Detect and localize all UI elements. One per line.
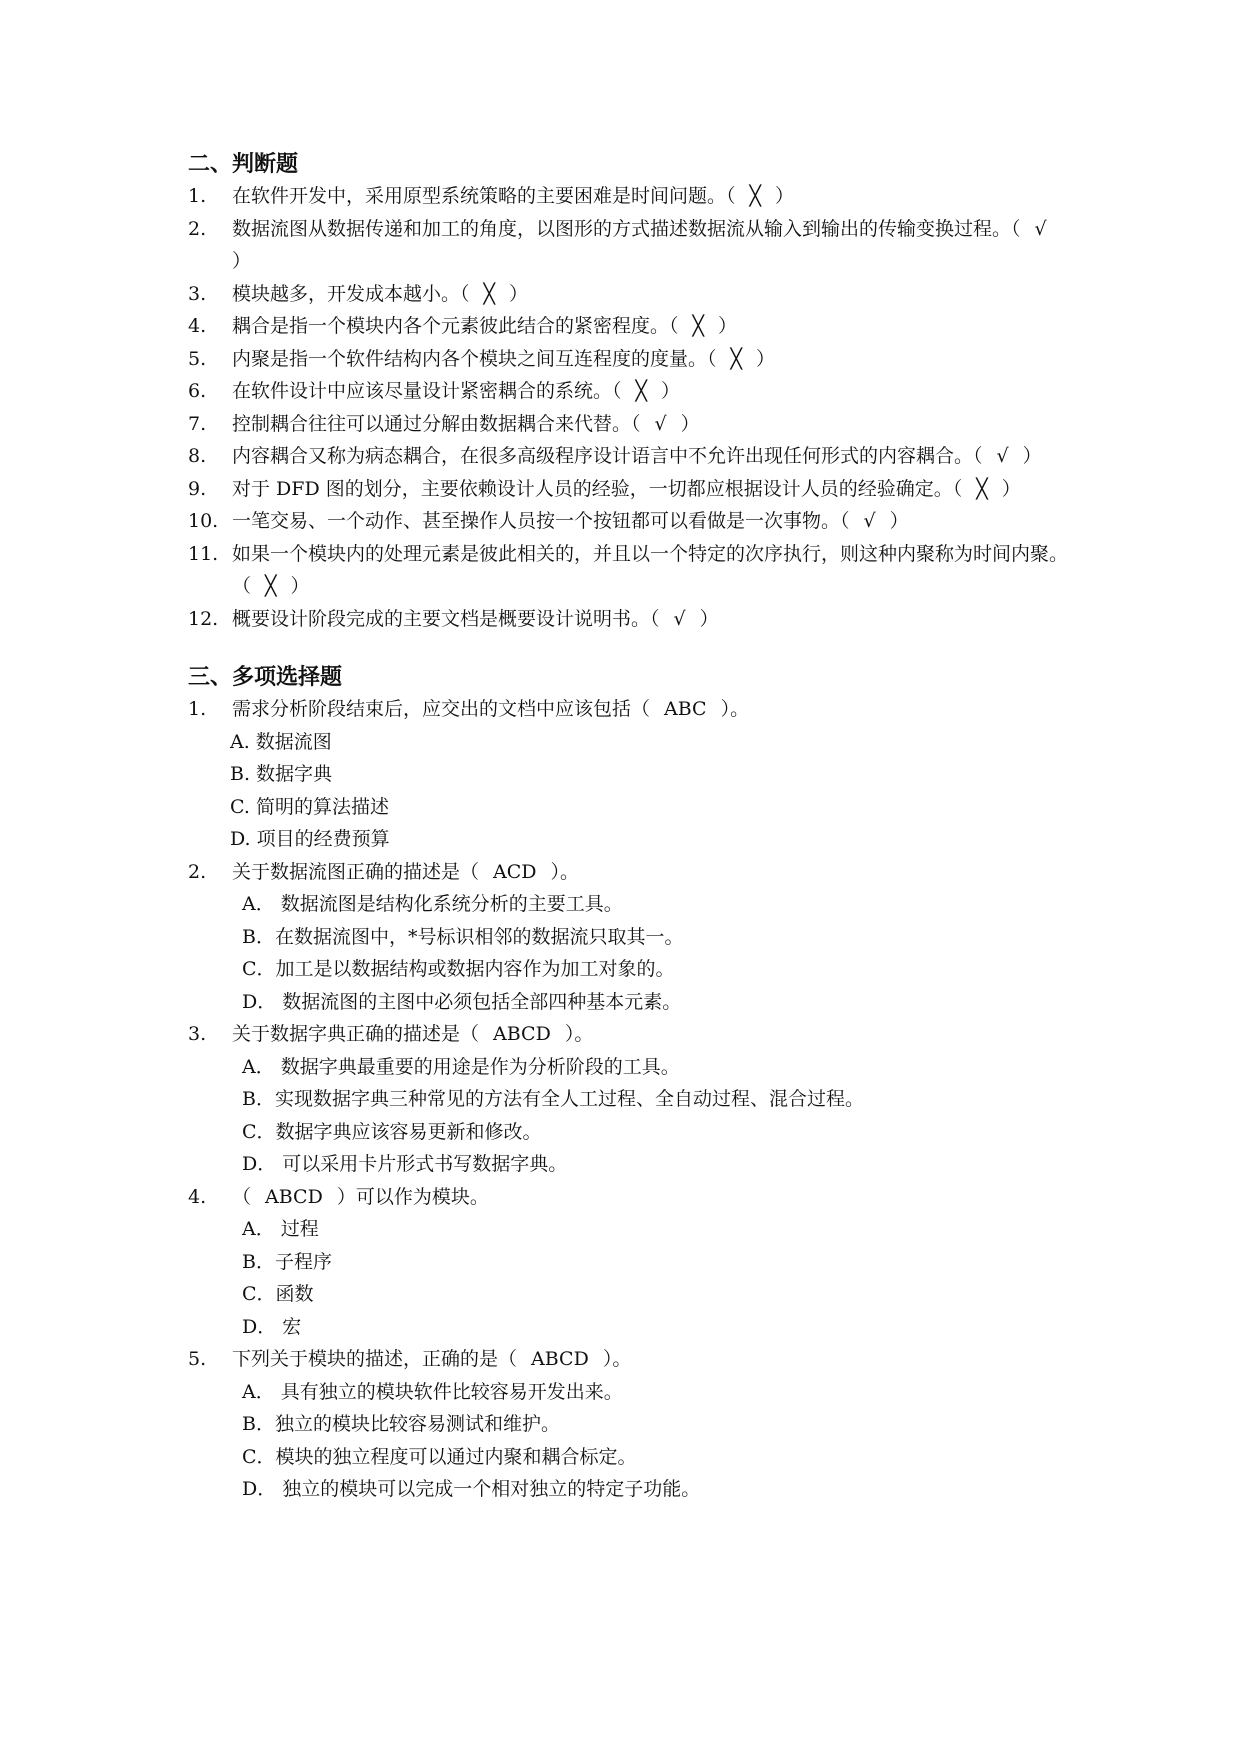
answer-mark: ╳: [635, 380, 647, 402]
question-number: 5.: [188, 1348, 207, 1370]
answer-mark: ╳: [749, 185, 761, 207]
choice-question: [188, 1343, 1068, 1376]
option-b: B．独立的模块比较容易测试和维护。: [242, 1413, 560, 1435]
item-text: 概要设计阶段完成的主要文档是概要设计说明书。: [232, 607, 651, 630]
judgment-item: 9. 对于 DFD 图的划分，主要依赖设计人员的经验，一切都应根据设计人员的经验确定。（ ╳ ）: [188, 473, 1068, 506]
question-stem: 关于数据字典正确的描述是（: [232, 1023, 480, 1045]
section-title-multiple-choice: 三、多项选择题: [188, 665, 343, 690]
judgment-item: 10. 一笔交易、一个动作、甚至操作人员按一个按钮都可以看做是一次事物。（ √ ）: [188, 505, 1068, 538]
judgment-item: 2. 数据流图从数据传递和加工的角度，以图形的方式描述数据流从输入到输出的传输变换过程。（ √）: [188, 213, 1068, 278]
item-text: 一笔交易、一个动作、甚至操作人员按一个按钮都可以看做是一次事物。: [232, 510, 841, 532]
answer-mark: √: [996, 445, 1009, 467]
option-d: D． 独立的模块可以完成一个相对独立的特定子功能。: [242, 1478, 701, 1500]
question-stem-end: ）。: [602, 1348, 632, 1370]
option-a: A. 数据流图: [230, 730, 332, 753]
option-c: C. 简明的算法描述: [230, 795, 389, 818]
option-d: D. 项目的经费预算: [230, 828, 390, 850]
choice-question: [188, 1181, 1068, 1214]
choice-question: [188, 1018, 1068, 1051]
item-number: 2.: [188, 217, 207, 240]
option-c: C．加工是以数据结构或数据内容作为加工对象的。: [242, 958, 675, 980]
option-b: B．子程序: [242, 1250, 332, 1273]
document-content: [188, 150, 1068, 1506]
item-number: 10.: [188, 510, 219, 532]
question-stem-end: ）。: [564, 1023, 594, 1045]
answer-mark: ╳: [976, 477, 988, 500]
answer-mark: ╳: [730, 347, 742, 370]
option-b: B．实现数据字典三种常见的方法有全人工过程、全自动过程、混合过程。: [242, 1088, 864, 1110]
item-text: 模块越多，开发成本越小。: [232, 282, 461, 305]
answer-mark: √: [654, 412, 667, 435]
item-number: 1.: [188, 185, 207, 207]
judgment-item: 3. 模块越多，开发成本越小。（ ╳ ）: [188, 278, 1068, 311]
answer-mark: ╳: [483, 282, 495, 305]
option-a: A． 数据流图是结构化系统分析的主要工具。: [242, 893, 623, 915]
option-list: [188, 1376, 1068, 1506]
option-a: A． 过程: [242, 1218, 319, 1240]
option-list: [188, 1051, 1068, 1181]
option-list: [188, 1213, 1068, 1343]
item-number: 7.: [188, 412, 207, 435]
item-number: 12.: [188, 607, 219, 630]
question-number: 2.: [188, 860, 207, 883]
item-number: 6.: [188, 380, 207, 402]
answer-text: ABC: [664, 698, 707, 720]
true-false-list: [188, 180, 1068, 635]
judgment-item: 4. 耦合是指一个模块内各个元素彼此结合的紧密程度。（ ╳ ）: [188, 310, 1068, 343]
option-b: B．在数据流图中，*号标识相邻的数据流只取其一。: [242, 925, 684, 948]
question-stem-end: ）可以作为模块。: [336, 1185, 489, 1208]
item-text: 耦合是指一个模块内各个元素彼此结合的紧密程度。: [232, 315, 670, 337]
answer-mark: √: [673, 607, 686, 630]
question-stem: 需求分析阶段结束后，应交出的文档中应该包括（: [232, 698, 651, 720]
item-text: 如果一个模块内的处理元素是彼此相关的，并且以一个特定的次序执行，则这种内聚称为时间内聚。: [232, 542, 1069, 565]
item-number: 8.: [188, 445, 207, 467]
question-stem-end: ）。: [550, 860, 580, 883]
question-stem-end: ）。: [720, 698, 750, 720]
answer-text: ABCD: [265, 1185, 323, 1208]
section-title-true-false: 二、判断题: [188, 152, 299, 177]
item-text: 控制耦合往往可以通过分解由数据耦合来代替。: [232, 412, 632, 435]
judgment-item: 6. 在软件设计中应该尽量设计紧密耦合的系统。（ ╳ ）: [188, 375, 1068, 408]
question-stem: （: [232, 1185, 252, 1208]
judgment-item: 8. 内容耦合又称为病态耦合，在很多高级程序设计语言中不允许出现任何形式的内容耦合。（ √ ）: [188, 440, 1068, 473]
answer-text: ABCD: [531, 1348, 589, 1370]
answer-mark: ╳: [265, 575, 277, 597]
answer-text: ABCD: [493, 1023, 551, 1045]
question-number: 4.: [188, 1185, 207, 1208]
item-text: 内容耦合又称为病态耦合，在很多高级程序设计语言中不允许出现任何形式的内容耦合。: [232, 445, 974, 467]
option-a: A． 具有独立的模块软件比较容易开发出来。: [242, 1380, 623, 1403]
item-text: 在软件设计中应该尽量设计紧密耦合的系统。: [232, 380, 613, 402]
item-number: 9.: [188, 477, 207, 500]
item-text: 对于 DFD 图的划分，主要依赖设计人员的经验，一切都应根据设计人员的经验确定。: [232, 477, 953, 500]
judgment-item: 7. 控制耦合往往可以通过分解由数据耦合来代替。（ √ ）: [188, 408, 1068, 441]
judgment-item: 11. 如果一个模块内的处理元素是彼此相关的，并且以一个特定的次序执行，则这种内聚称为时间内聚。（ ╳ ）: [188, 538, 1068, 603]
answer-mark: ╳: [692, 315, 704, 337]
answer-mark: √: [1034, 217, 1047, 240]
item-number: 5.: [188, 347, 207, 370]
judgment-item: 12. 概要设计阶段完成的主要文档是概要设计说明书。（ √ ）: [188, 603, 1068, 636]
judgment-item: 5. 内聚是指一个软件结构内各个模块之间互连程度的度量。（ ╳ ）: [188, 343, 1068, 376]
option-c: C．模块的独立程度可以通过内聚和耦合标定。: [242, 1445, 637, 1468]
option-d: D． 宏: [242, 1315, 302, 1338]
answer-text: ACD: [493, 860, 537, 883]
item-text: 内聚是指一个软件结构内各个模块之间互连程度的度量。: [232, 347, 708, 370]
question-stem: 下列关于模块的描述，正确的是（: [232, 1348, 518, 1370]
item-number: 4.: [188, 315, 207, 337]
item-text: 数据流图从数据传递和加工的角度，以图形的方式描述数据流从输入到输出的传输变换过程。: [232, 217, 1012, 240]
multiple-choice-list: [188, 693, 1068, 1506]
item-number: 3.: [188, 282, 207, 305]
option-a: A． 数据字典最重要的用途是作为分析阶段的工具。: [242, 1055, 680, 1078]
option-c: C．函数: [242, 1283, 314, 1305]
choice-question: [188, 693, 1068, 726]
item-number: 11.: [188, 542, 219, 565]
option-c: C．数据字典应该容易更新和修改。: [242, 1120, 542, 1143]
item-text: 在软件开发中，采用原型系统策略的主要困难是时间问题。: [232, 185, 727, 207]
answer-mark: √: [863, 510, 876, 532]
question-number: 1.: [188, 698, 207, 720]
option-d: D． 可以采用卡片形式书写数据字典。: [242, 1153, 568, 1175]
option-b: B. 数据字典: [230, 763, 333, 785]
question-number: 3.: [188, 1023, 207, 1045]
choice-question: [188, 856, 1068, 889]
judgment-item: 1. 在软件开发中，采用原型系统策略的主要困难是时间问题。（ ╳ ）: [188, 180, 1068, 213]
option-d: D． 数据流图的主图中必须包括全部四种基本元素。: [242, 990, 682, 1013]
question-stem: 关于数据流图正确的描述是（: [232, 860, 480, 883]
option-list: [188, 888, 1068, 1018]
option-list: [188, 726, 1068, 856]
